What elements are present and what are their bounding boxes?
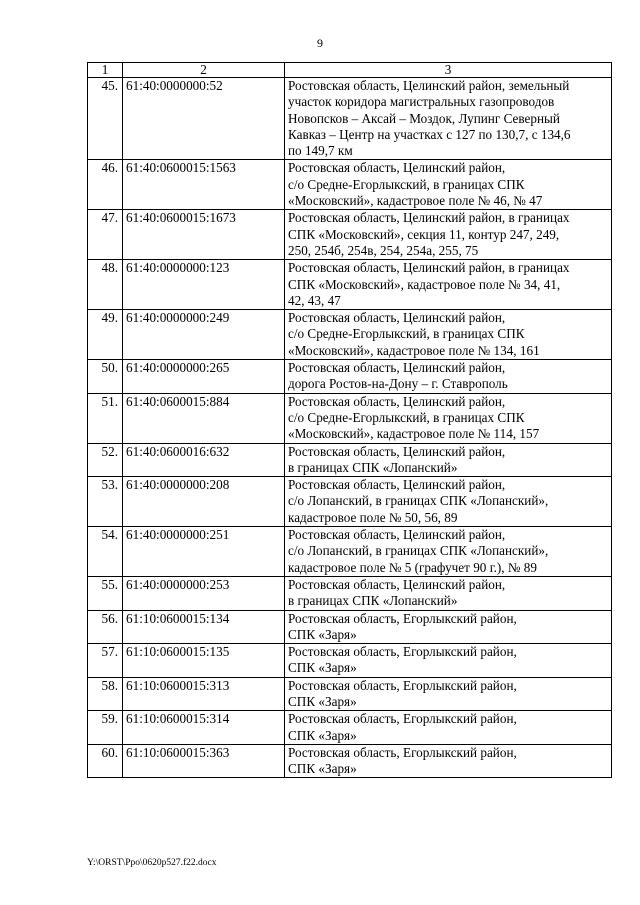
location-line: Ростовская область, Целинский район, (288, 527, 506, 543)
location-line: дорога Ростов-на-Дону – г. Ставрополь (288, 376, 508, 392)
location-line: кадастровое поле № 50, 56, 89 (288, 509, 458, 525)
land-plot-table (87, 62, 612, 778)
location-line: «Московский», кадастровое поле № 114, 157 (288, 426, 540, 442)
location-line: с/о Средне-Егорлыкский, в границах СПК (288, 326, 525, 342)
location-line: Ростовская область, Целинский район, (288, 360, 506, 376)
cadastral-number: 61:10:0600015:135 (123, 644, 285, 678)
row-number: 50. (88, 360, 123, 394)
row-number: 54. (88, 527, 123, 577)
cadastral-number: 61:40:0000000:249 (123, 310, 285, 360)
table-row (88, 644, 612, 678)
location-line: СПК «Московский», кадастровое поле № 34, 41, (288, 276, 561, 292)
location-description (285, 610, 612, 644)
file-path-footer: Y:\ORST\Ppo\0620p527.f22.docx (87, 858, 217, 868)
location-line: Ростовская область, Целинский район, в границах (288, 210, 570, 226)
location-line: Ростовская область, Егорлыкский район, (288, 677, 517, 693)
cadastral-number: 61:40:0000000:123 (123, 260, 285, 310)
location-description (285, 393, 612, 443)
column-header-cadastral: 2 (123, 63, 285, 78)
row-number: 59. (88, 711, 123, 745)
location-description (285, 360, 612, 394)
location-line: СПК «Заря» (288, 761, 357, 777)
location-description (285, 310, 612, 360)
location-line: Ростовская область, Целинский район, (288, 160, 506, 176)
table-body (88, 78, 612, 778)
location-line: Ростовская область, Целинский район, (288, 310, 506, 326)
location-line: Ростовская область, Целинский район, (288, 393, 506, 409)
location-line: Новопсков – Аксай – Моздок, Лупинг Северный (288, 110, 560, 126)
table-row (88, 360, 612, 394)
table-row (88, 393, 612, 443)
row-number: 55. (88, 576, 123, 610)
location-line: в границах СПК «Лопанский» (288, 593, 458, 609)
location-line: Ростовская область, Целинский район, в границах (288, 260, 570, 276)
row-number: 49. (88, 310, 123, 360)
location-line: Ростовская область, Егорлыкский район, (288, 644, 517, 660)
row-number: 57. (88, 644, 123, 678)
cadastral-number: 61:40:0600015:1563 (123, 160, 285, 210)
location-line: «Московский», кадастровое поле № 46, № 47 (288, 193, 543, 209)
location-line: «Московский», кадастровое поле № 134, 161 (288, 342, 540, 358)
location-description (285, 644, 612, 678)
location-line: Ростовская область, Целинский район, земельный (288, 78, 570, 93)
row-number: 58. (88, 677, 123, 711)
location-line: Ростовская область, Целинский район, (288, 576, 506, 592)
location-line: Ростовская область, Егорлыкский район, (288, 744, 517, 760)
table-row (88, 610, 612, 644)
cadastral-number: 61:10:0600015:363 (123, 744, 285, 778)
location-description (285, 527, 612, 577)
table-row (88, 711, 612, 745)
location-description (285, 260, 612, 310)
location-line: с/о Средне-Егорлыкский, в границах СПК (288, 409, 525, 425)
table-row (88, 576, 612, 610)
row-number: 60. (88, 744, 123, 778)
location-line: участок коридора магистральных газопроводов (288, 94, 555, 110)
table-header-row (88, 63, 612, 78)
location-line: с/о Лопанский, в границах СПК «Лопанский», (288, 493, 549, 509)
row-number: 51. (88, 393, 123, 443)
location-line: Ростовская область, Целинский район, (288, 477, 506, 493)
cadastral-number: 61:10:0600015:134 (123, 610, 285, 644)
cadastral-number: 61:40:0600016:632 (123, 443, 285, 477)
location-line: кадастровое поле № 5 (графучет 90 г.), № 89 (288, 559, 537, 575)
location-description (285, 711, 612, 745)
location-line: 42, 43, 47 (288, 292, 341, 308)
location-line: Ростовская область, Егорлыкский район, (288, 711, 517, 727)
table-row (88, 160, 612, 210)
location-line: с/о Лопанский, в границах СПК «Лопанский», (288, 543, 549, 559)
cadastral-number: 61:10:0600015:313 (123, 677, 285, 711)
location-description (285, 677, 612, 711)
table-row (88, 78, 612, 160)
location-description (285, 576, 612, 610)
location-line: Кавказ – Центр на участках с 127 по 130,7, с 134,6 (288, 126, 571, 142)
table-row (88, 477, 612, 527)
location-line: Ростовская область, Целинский район, (288, 443, 506, 459)
row-number: 46. (88, 160, 123, 210)
location-line: СПК «Московский», секция 11, контур 247, 249, (288, 226, 560, 242)
cadastral-number: 61:40:0600015:1673 (123, 210, 285, 260)
table-row (88, 443, 612, 477)
table-row (88, 260, 612, 310)
location-description (285, 477, 612, 527)
table-row (88, 527, 612, 577)
location-line: СПК «Заря» (288, 626, 357, 642)
location-description (285, 744, 612, 778)
page-number: 9 (317, 36, 323, 50)
row-number: 48. (88, 260, 123, 310)
row-number: 47. (88, 210, 123, 260)
location-description (285, 443, 612, 477)
location-line: Ростовская область, Егорлыкский район, (288, 610, 517, 626)
row-number: 52. (88, 443, 123, 477)
table-row (88, 677, 612, 711)
cadastral-number: 61:40:0000000:52 (123, 78, 285, 160)
row-number: 56. (88, 610, 123, 644)
cadastral-number: 61:40:0000000:251 (123, 527, 285, 577)
location-description (285, 160, 612, 210)
row-number: 53. (88, 477, 123, 527)
location-line: в границах СПК «Лопанский» (288, 459, 458, 475)
location-description (285, 210, 612, 260)
cadastral-number: 61:40:0000000:265 (123, 360, 285, 394)
location-line: по 149,7 км (288, 143, 353, 159)
table-row (88, 310, 612, 360)
column-header-location: 3 (285, 63, 612, 78)
location-line: с/о Средне-Егорлыкский, в границах СПК (288, 176, 525, 192)
location-line: СПК «Заря» (288, 693, 357, 709)
cadastral-number: 61:10:0600015:314 (123, 711, 285, 745)
table-row (88, 210, 612, 260)
location-line: СПК «Заря» (288, 727, 357, 743)
cadastral-number: 61:40:0600015:884 (123, 393, 285, 443)
table-row (88, 744, 612, 778)
row-number: 45. (88, 78, 123, 160)
cadastral-number: 61:40:0000000:253 (123, 576, 285, 610)
location-description (285, 78, 612, 160)
location-line: СПК «Заря» (288, 660, 357, 676)
cadastral-number: 61:40:0000000:208 (123, 477, 285, 527)
location-line: 250, 254б, 254в, 254, 254а, 255, 75 (288, 242, 479, 258)
column-header-number: 1 (88, 63, 123, 78)
